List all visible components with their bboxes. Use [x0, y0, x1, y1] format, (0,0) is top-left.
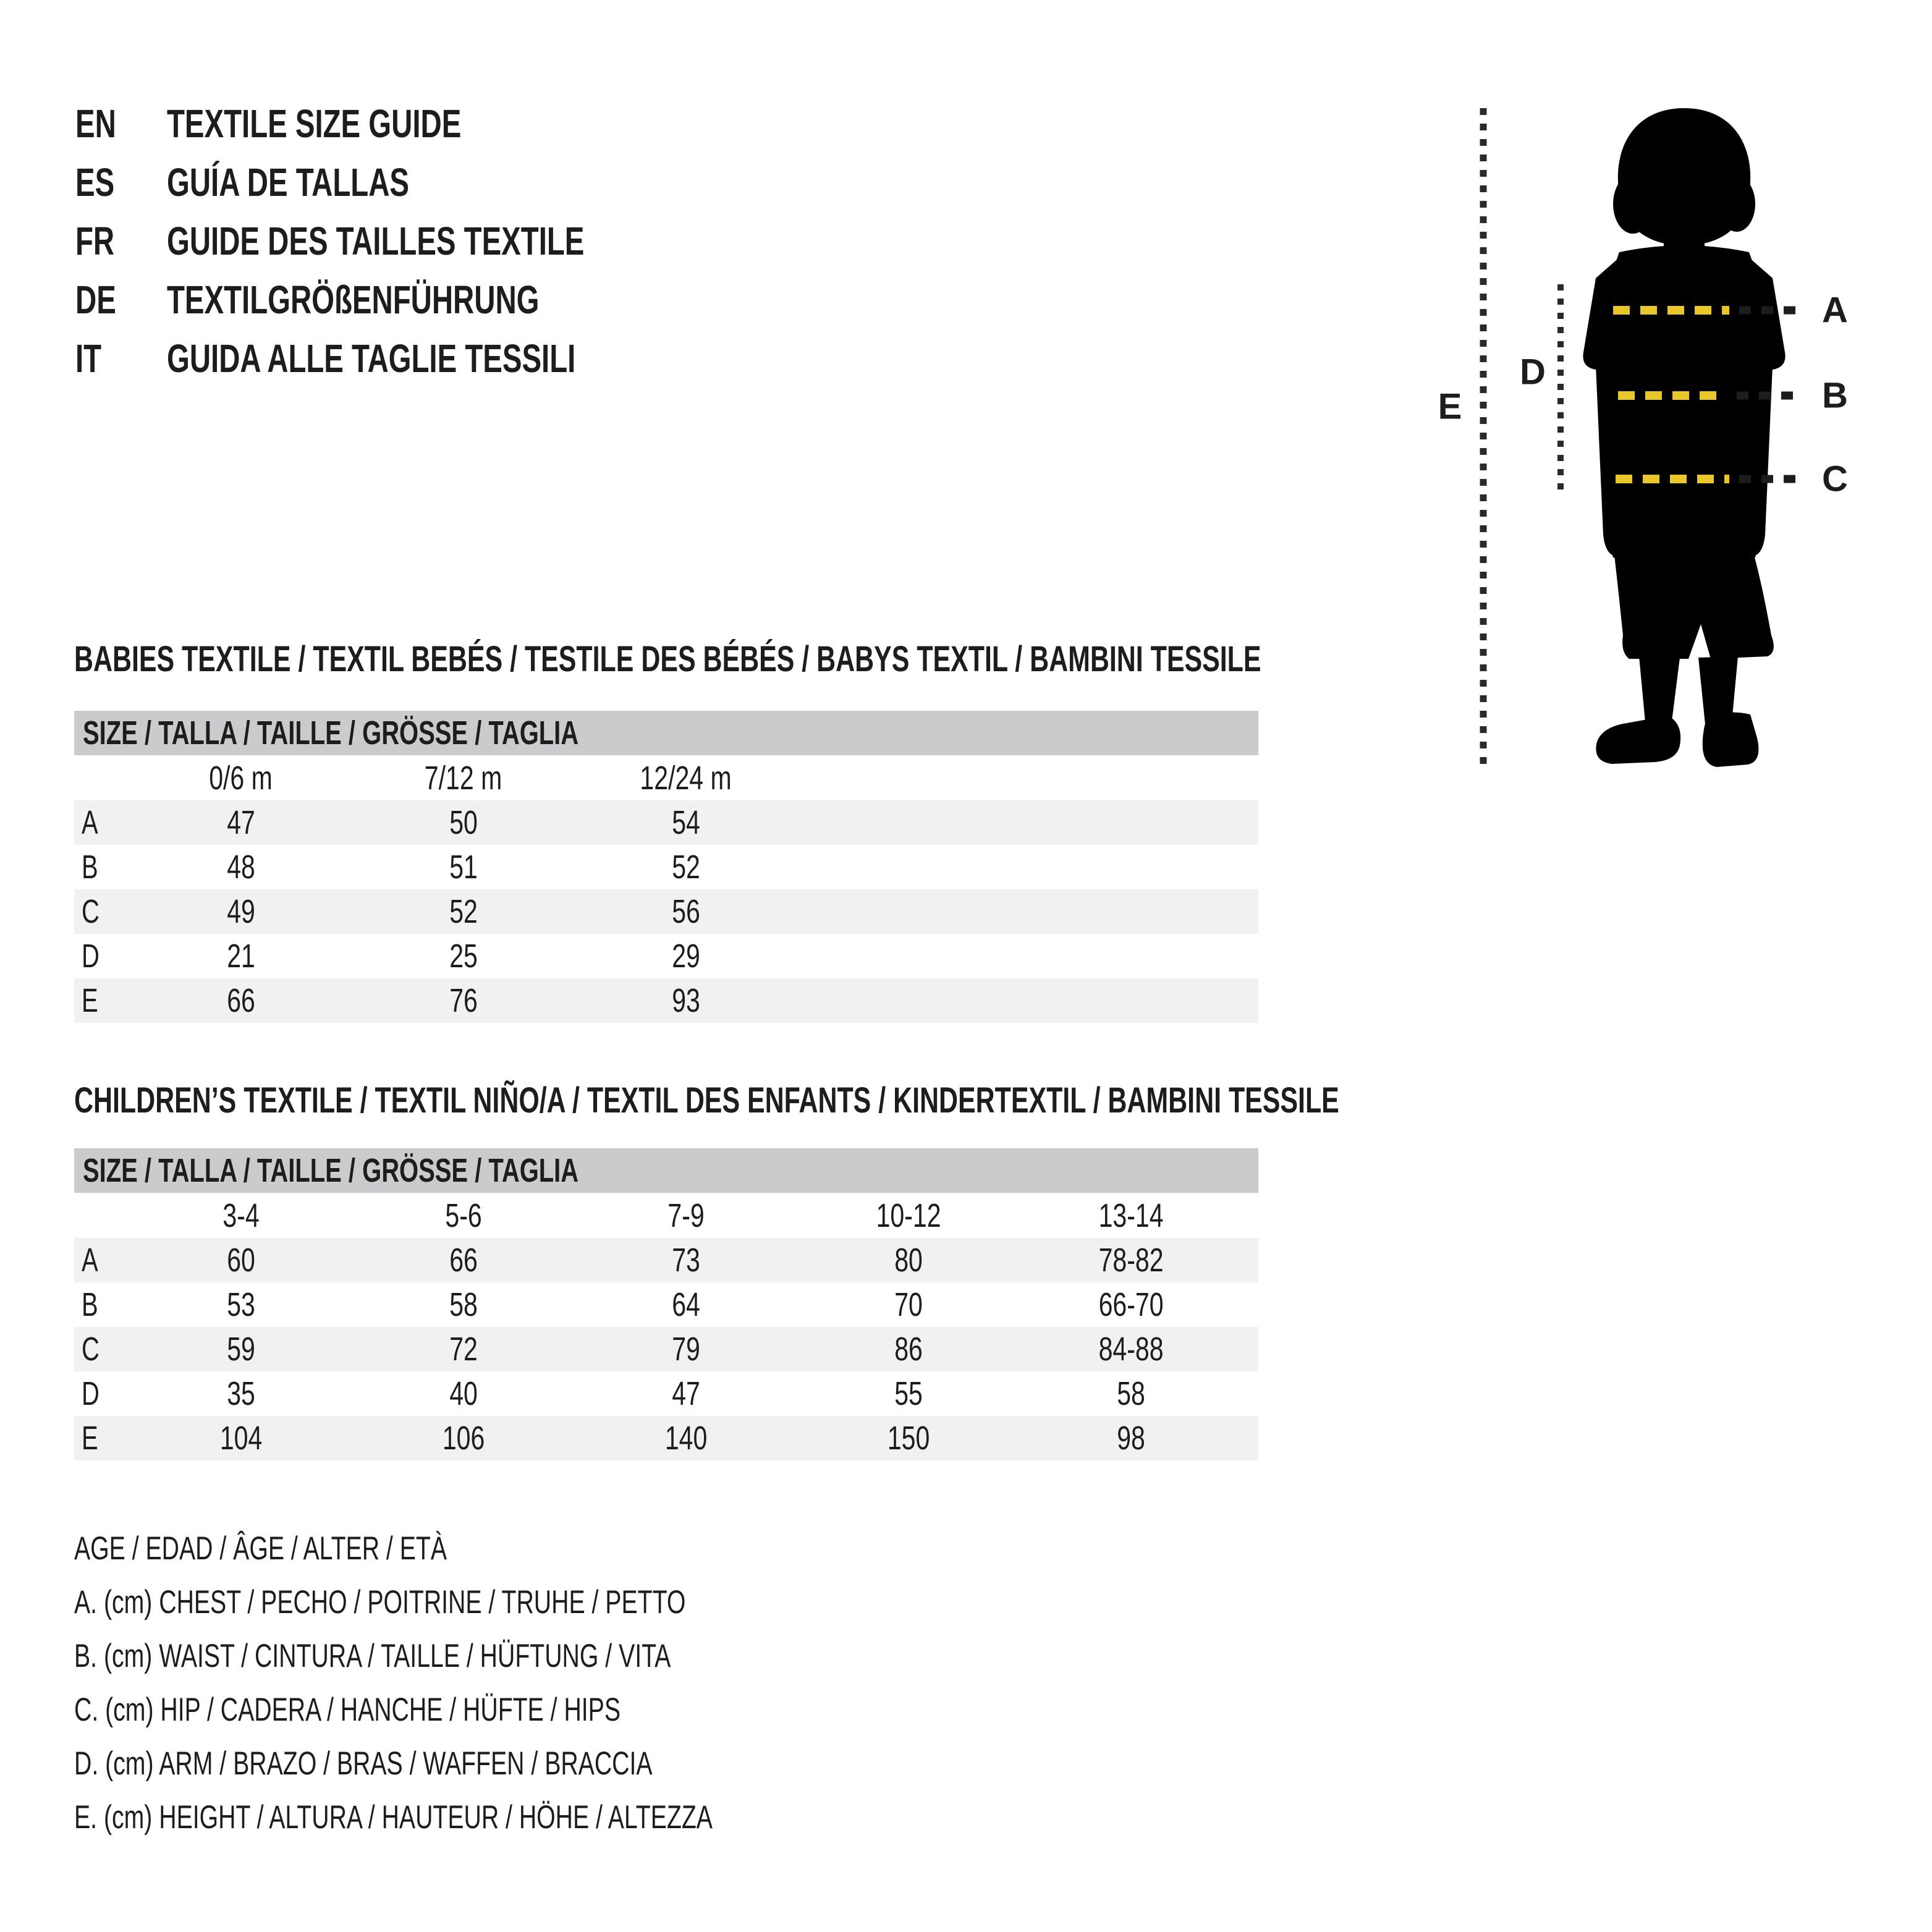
language-title-list	[75, 94, 731, 388]
cell-value: 98	[1117, 1420, 1145, 1457]
cell-value: 49	[227, 893, 255, 930]
size-header-label: SIZE / TALLA / TAILLE / GRÖSSE / TAGLIA	[83, 714, 579, 752]
language-code: EN	[75, 101, 116, 146]
table-row	[74, 1327, 1258, 1371]
cell-value: 55	[894, 1375, 923, 1412]
cell-value: 59	[227, 1331, 255, 1368]
cell-value: 78-82	[1098, 1242, 1164, 1279]
language-code: ES	[75, 159, 115, 205]
guide-title: TEXTILGRÖßENFÜHRUNG	[167, 277, 540, 322]
cell-value: 86	[894, 1331, 923, 1368]
cell-value: 70	[894, 1286, 923, 1323]
cell-value: 25	[449, 938, 478, 975]
table-row	[74, 1282, 1258, 1327]
cell-value: 66	[227, 982, 255, 1019]
cell-value: 106	[442, 1420, 485, 1457]
cell-value: 104	[219, 1420, 263, 1457]
table-row	[74, 845, 1258, 889]
cell-value: 58	[1117, 1375, 1145, 1412]
cell-value: 64	[672, 1286, 700, 1323]
figure-label-c: C	[1822, 459, 1848, 499]
cell-value: 140	[664, 1420, 708, 1457]
language-row-de	[75, 270, 731, 329]
legend-line-age: AGE / EDAD / ÂGE / ALTER / ETÀ	[74, 1530, 447, 1567]
babies-size-header-bar	[74, 711, 1258, 755]
cell-value: 40	[449, 1375, 478, 1412]
children-size-header-bar	[74, 1148, 1258, 1193]
language-row-es	[75, 153, 731, 211]
language-row-fr	[75, 211, 731, 270]
row-label: B	[82, 849, 98, 886]
cell-value: 84-88	[1098, 1331, 1164, 1368]
column-header: 13-14	[1098, 1197, 1164, 1234]
row-label: B	[82, 1286, 98, 1323]
cell-value: 79	[672, 1331, 700, 1368]
cell-value: 21	[227, 938, 255, 975]
guide-title: GUIDA ALLE TAGLIE TESSILI	[167, 336, 576, 381]
guide-title: TEXTILE SIZE GUIDE	[167, 101, 462, 146]
row-label: C	[82, 893, 100, 930]
cell-value: 66-70	[1098, 1286, 1164, 1323]
cell-value: 56	[672, 893, 700, 930]
children-size-table	[74, 1148, 1258, 1460]
legend-line-waist: B. (cm) WAIST / CINTURA / TAILLE / HÜFTUNG / VITA	[74, 1638, 671, 1674]
cell-value: 73	[672, 1242, 700, 1279]
row-label: A	[82, 1242, 98, 1279]
children-section-title: CHILDREN’S TEXTILE / TEXTIL NIÑO/A / TEXTIL DES ENFANTS / KINDERTEXTIL / BAMBINI TESSILE	[74, 1080, 1339, 1121]
cell-value: 72	[449, 1331, 478, 1368]
language-row-it	[75, 329, 731, 388]
language-row-en	[75, 94, 731, 153]
cell-value: 47	[672, 1375, 700, 1412]
cell-value: 51	[449, 849, 478, 886]
table-row	[74, 889, 1258, 934]
babies-section-title: BABIES TEXTILE / TEXTIL BEBÉS / TESTILE DES BÉBÉS / BABYS TEXTIL / BAMBINI TESSILE	[74, 638, 1261, 679]
babies-size-table	[74, 711, 1258, 1023]
column-header: 12/24 m	[640, 759, 732, 797]
size-header-label: SIZE / TALLA / TAILLE / GRÖSSE / TAGLIA	[83, 1152, 579, 1189]
cell-value: 66	[449, 1242, 478, 1279]
legend-line-arm: D. (cm) ARM / BRAZO / BRAS / WAFFEN / BRACCIA	[74, 1745, 653, 1782]
guide-title: GUIDE DES TAILLES TEXTILE	[167, 218, 585, 263]
column-header: 7-9	[667, 1197, 705, 1234]
language-code: IT	[75, 336, 102, 381]
cell-value: 54	[672, 804, 700, 841]
cell-value: 47	[227, 804, 255, 841]
cell-value: 58	[449, 1286, 478, 1323]
table-row	[74, 978, 1258, 1023]
row-label: D	[82, 1375, 100, 1412]
measurement-legend	[74, 1522, 937, 1844]
legend-line-height: E. (cm) HEIGHT / ALTURA / HAUTEUR / HÖHE / ALTEZZA	[74, 1799, 713, 1836]
row-label: D	[82, 938, 100, 975]
cell-value: 50	[449, 804, 478, 841]
row-label: C	[82, 1331, 100, 1368]
cell-value: 52	[449, 893, 478, 930]
cell-value: 80	[894, 1242, 923, 1279]
babies-column-headers	[74, 755, 1258, 800]
cell-value: 52	[672, 849, 700, 886]
table-row	[74, 1371, 1258, 1416]
legend-line-chest: A. (cm) CHEST / PECHO / POITRINE / TRUHE / PETTO	[74, 1584, 686, 1621]
figure-label-a: A	[1822, 290, 1848, 331]
column-header: 10-12	[876, 1197, 941, 1234]
column-header: 5-6	[445, 1197, 482, 1234]
cell-value: 93	[672, 982, 700, 1019]
figure-label-b: B	[1822, 375, 1848, 416]
table-row	[74, 934, 1258, 978]
column-header: 7/12 m	[425, 759, 502, 797]
cell-value: 150	[887, 1420, 930, 1457]
cell-value: 53	[227, 1286, 255, 1323]
figure-label-e: E	[1438, 386, 1462, 427]
row-label: E	[82, 1420, 98, 1457]
table-row	[74, 1416, 1258, 1460]
figure-label-d: D	[1520, 352, 1546, 392]
column-header: 0/6 m	[209, 759, 273, 797]
row-label: E	[82, 982, 98, 1019]
children-column-headers	[74, 1193, 1258, 1238]
language-code: FR	[75, 218, 115, 263]
guide-title: GUÍA DE TALLAS	[167, 159, 410, 205]
legend-line-hip: C. (cm) HIP / CADERA / HANCHE / HÜFTE / HIPS	[74, 1692, 621, 1728]
table-row	[74, 800, 1258, 845]
cell-value: 60	[227, 1242, 255, 1279]
row-label: A	[82, 804, 98, 841]
table-row	[74, 1238, 1258, 1282]
language-code: DE	[75, 277, 116, 322]
cell-value: 29	[672, 938, 700, 975]
cell-value: 48	[227, 849, 255, 886]
measurement-figure	[1421, 93, 1932, 803]
cell-value: 76	[449, 982, 478, 1019]
cell-value: 35	[227, 1375, 255, 1412]
column-header: 3-4	[222, 1197, 260, 1234]
